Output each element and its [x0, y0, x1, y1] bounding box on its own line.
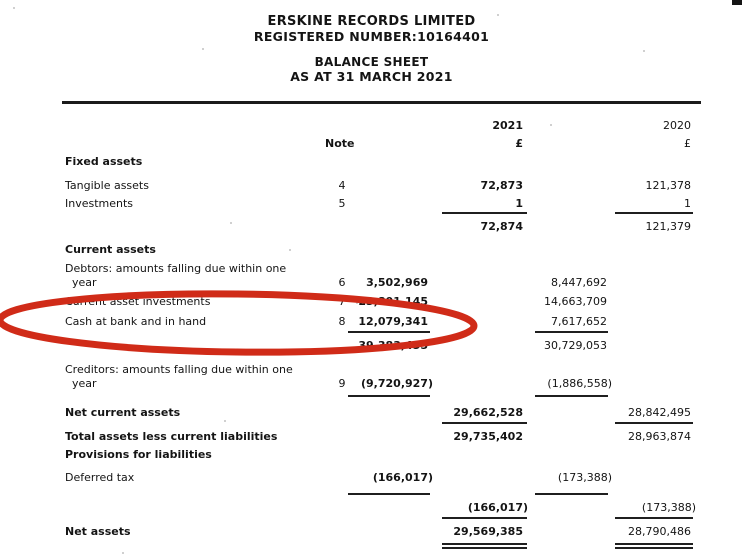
value-2020: 121,378	[645, 179, 691, 192]
header-rule	[62, 101, 701, 104]
row-fixed-assets-total	[65, 220, 699, 233]
scan-speck	[230, 222, 232, 224]
row-cash-at-bank	[65, 315, 699, 328]
document-date: AS AT 31 MARCH 2021	[290, 69, 453, 84]
company-name: ERSKINE RECORDS LIMITED	[267, 14, 476, 29]
scan-artifact	[732, 0, 742, 5]
row-fixed-assets-heading	[65, 155, 699, 168]
value-2020: 30,729,053	[544, 339, 607, 352]
row-deferred-tax	[65, 471, 699, 484]
value-2020: 28,790,486	[628, 525, 691, 538]
row-label: Tangible assets	[65, 179, 149, 192]
row-tangible-assets	[65, 179, 699, 192]
registered-number: REGISTERED NUMBER:10164401	[253, 29, 490, 44]
row-investments	[65, 197, 699, 210]
row-label: Total assets less current liabilities	[65, 430, 278, 443]
scan-speck	[202, 48, 204, 50]
grand-total-double-rule	[442, 543, 527, 549]
subtotal-rule	[348, 395, 430, 397]
note-ref: 4	[338, 179, 346, 192]
year-prior-header: 2020	[663, 119, 691, 132]
column-header-years	[65, 119, 699, 132]
note-ref: 7	[338, 295, 346, 308]
subtotal-rule	[348, 493, 430, 495]
value-2020: 28,963,874	[628, 430, 691, 443]
row-label: Creditors: amounts falling due within one	[65, 363, 293, 376]
row-label-cont: year	[72, 276, 97, 289]
scan-speck	[13, 7, 15, 9]
value-2021: 3,502,969	[366, 276, 428, 289]
value-2021: 23,801,145	[358, 295, 428, 308]
row-creditors-line1	[65, 363, 699, 376]
value-2021: 12,079,341	[358, 315, 428, 328]
subtotal-rule	[615, 422, 693, 424]
scan-speck	[497, 14, 499, 16]
subtotal-rule	[442, 422, 527, 424]
value-2021: 72,874	[480, 220, 523, 233]
value-2020: 7,617,652	[551, 315, 607, 328]
note-ref: 5	[338, 197, 346, 210]
value-2021: 39,383,455	[358, 339, 428, 352]
row-net-current-assets	[65, 406, 699, 419]
value-2021: 29,569,385	[453, 525, 523, 538]
value-2020: 121,379	[645, 220, 691, 233]
section-heading: Provisions for liabilities	[65, 448, 212, 461]
row-total-assets-less-current-liabilities	[65, 430, 699, 443]
row-creditors-line2	[65, 377, 699, 390]
value-2021: 72,873	[480, 179, 523, 192]
column-header-note-currency	[65, 137, 699, 150]
value-2021: (9,720,927)	[361, 377, 433, 390]
document-title: BALANCE SHEET	[314, 55, 429, 69]
subtotal-rule	[535, 493, 608, 495]
value-2020: (173,388)	[641, 501, 696, 514]
scan-speck	[122, 552, 124, 554]
value-2020: 14,663,709	[544, 295, 607, 308]
row-label: Debtors: amounts falling due within one	[65, 262, 287, 275]
scan-speck	[643, 50, 645, 52]
row-label: Current asset investments	[65, 295, 211, 308]
row-provisions-total	[65, 501, 699, 514]
subtotal-rule	[535, 395, 608, 397]
note-ref: 6	[338, 276, 346, 289]
scan-speck	[356, 302, 358, 304]
value-2020: 1	[684, 197, 691, 210]
subtotal-rule	[348, 331, 430, 333]
subtotal-rule	[442, 212, 527, 214]
year-current-header: 2021	[492, 119, 523, 132]
row-label: Net assets	[65, 525, 131, 538]
note-ref: 8	[338, 315, 346, 328]
row-label: Net current assets	[65, 406, 181, 419]
row-label: Cash at bank and in hand	[65, 315, 207, 328]
section-heading: Current assets	[65, 243, 156, 256]
row-debtors-line1	[65, 262, 699, 275]
subtotal-rule	[442, 517, 527, 519]
value-2021: 29,662,528	[453, 406, 523, 419]
value-2020: (173,388)	[557, 471, 612, 484]
section-heading: Fixed assets	[65, 155, 143, 168]
scan-speck	[224, 420, 226, 422]
row-provisions-heading	[65, 448, 699, 461]
value-2021: 1	[515, 197, 523, 210]
row-label: Investments	[65, 197, 134, 210]
row-current-assets-total	[65, 339, 699, 352]
row-current-asset-investments	[65, 295, 699, 308]
subtotal-rule	[535, 331, 608, 333]
value-2021: (166,017)	[467, 501, 528, 514]
row-label-cont: year	[72, 377, 97, 390]
scan-speck	[550, 124, 552, 126]
row-label: Deferred tax	[65, 471, 135, 484]
value-2020: 8,447,692	[551, 276, 607, 289]
note-column-header: Note	[325, 137, 355, 150]
subtotal-rule	[615, 517, 693, 519]
grand-total-double-rule	[615, 543, 693, 549]
currency-prior-header: £	[684, 137, 691, 150]
value-2021: 29,735,402	[453, 430, 523, 443]
subtotal-rule	[615, 212, 693, 214]
row-current-assets-heading	[65, 243, 699, 256]
value-2021: (166,017)	[372, 471, 433, 484]
row-debtors-line2	[65, 276, 699, 289]
row-net-assets	[65, 525, 699, 538]
scan-speck	[289, 249, 291, 251]
note-ref: 9	[338, 377, 346, 390]
value-2020: 28,842,495	[628, 406, 691, 419]
value-2020: (1,886,558)	[547, 377, 612, 390]
currency-current-header: £	[515, 137, 523, 150]
